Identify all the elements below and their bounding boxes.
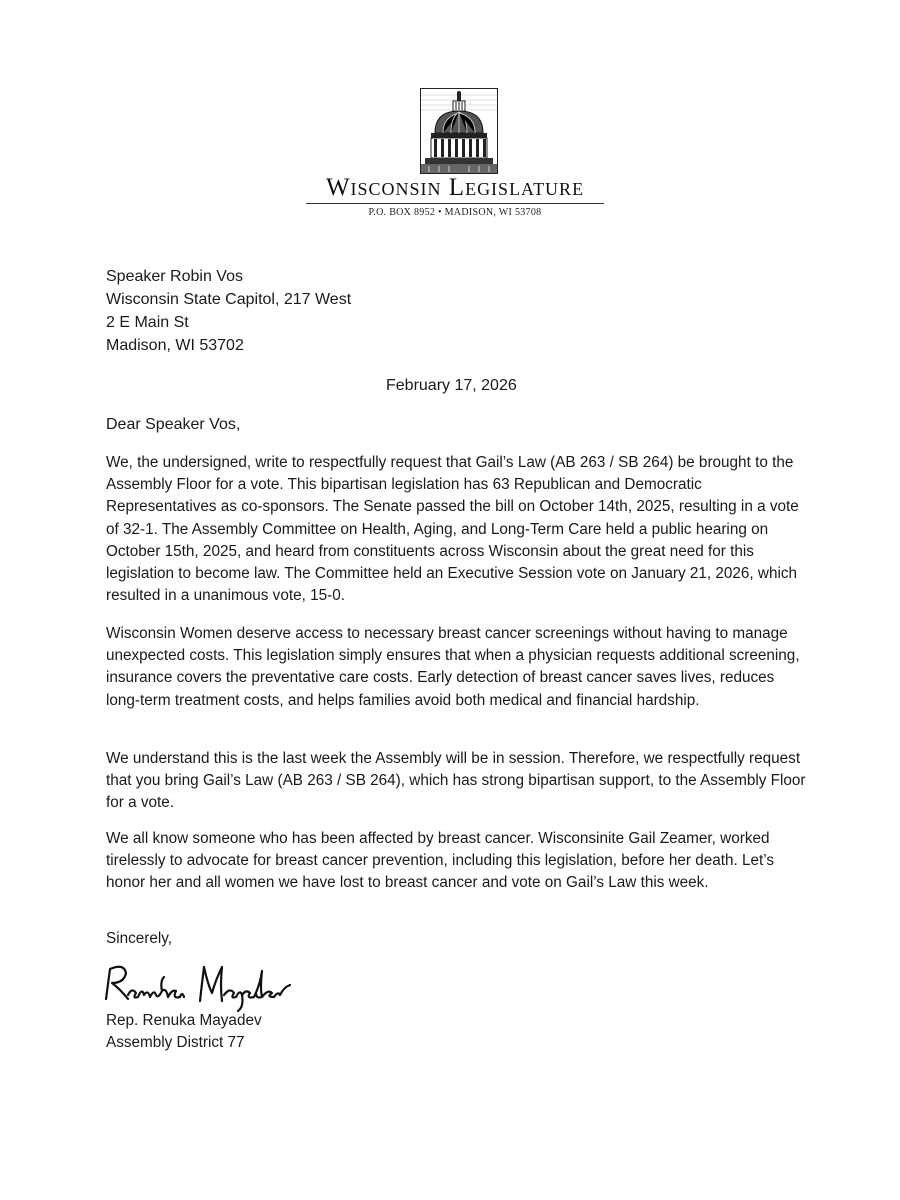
body-paragraph: We, the undersigned, write to respectfully request that Gail’s Law (AB 263 / SB 264) be brought to the Assembly Floor for a vote. This bipartisan legislation has 63 Republican and Democratic Representatives as co-sponsors. The Senate passed the bill on October 14th, 2025, resulting in a vote of 32-1. The Assembly Committee on Health, Aging, and Long-Term Care held a public hearing on October 15th, 2025, and heard from constituents across Wisconsin about the great need for this legislation to become law. The Committee held an Executive Session vote on January 21, 2026, which resulted in a unanimous vote, 15-0. <box>106 454 799 605</box>
recipient-city: Madison, WI 53702 <box>106 337 244 354</box>
signatory-district: Assembly District 77 <box>106 1034 245 1051</box>
organization-name: Wisconsin Legislature <box>325 174 585 201</box>
body-paragraph: We all know someone who has been affected by breast cancer. Wisconsinite Gail Zeamer, worked tirelessly to advocate for breast cancer prevention, including this legislation, before her death. Let’s honor her and all women we have lost to breast cancer and vote on Gail’s Law this week. <box>106 830 775 892</box>
recipient-address <box>106 265 351 357</box>
salutation: Dear Speaker Vos, <box>106 416 241 433</box>
handwritten-signature <box>98 955 338 1013</box>
closing: Sincerely, <box>106 930 173 947</box>
recipient-name: Speaker Robin Vos <box>106 268 243 285</box>
letterhead-rule <box>306 203 604 204</box>
letter-date: February 17, 2026 <box>386 377 517 394</box>
signatory <box>106 1010 262 1054</box>
body-paragraph: Wisconsin Women deserve access to necessary breast cancer screenings without having to manage unexpected costs. This legislation simply ensures that when a physician requests additional screening, insurance covers the preventative care costs. Early detection of breast cancer saves lives, reduces long-term treatment costs, and helps families avoid both medical and financial hardship. <box>106 625 800 709</box>
capitol-building-icon <box>420 88 498 174</box>
organization-address: P.O. BOX 8952 • MADISON, WI 53708 <box>368 207 542 218</box>
recipient-street: 2 E Main St <box>106 314 189 331</box>
recipient-building: Wisconsin State Capitol, 217 West <box>106 291 352 308</box>
signatory-name: Rep. Renuka Mayadev <box>106 1012 262 1029</box>
body-paragraph: We understand this is the last week the Assembly will be in session. Therefore, we respectfully request that you bring Gail’s Law (AB 263 / SB 264), which has strong bipartisan support, to the Assembly Floor for a vote. <box>106 750 806 812</box>
